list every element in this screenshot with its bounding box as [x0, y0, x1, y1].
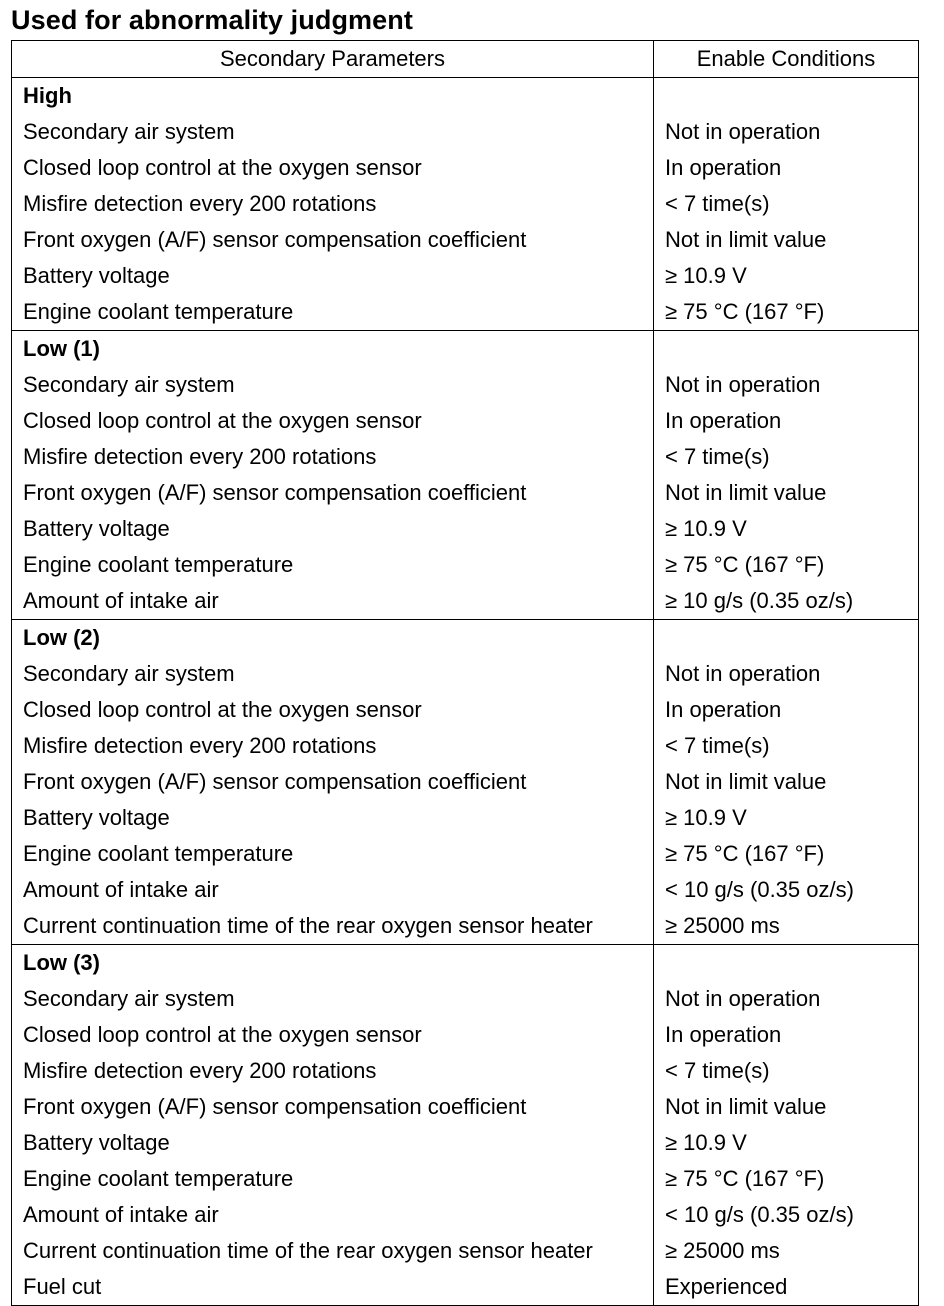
condition-cell: < 7 time(s): [654, 439, 919, 475]
condition-cell: Not in operation: [654, 367, 919, 403]
group-heading-empty-cell: [654, 945, 919, 982]
condition-cell: In operation: [654, 692, 919, 728]
table-row: [12, 1017, 919, 1053]
condition-cell: ≥ 75 °C (167 °F): [654, 294, 919, 331]
condition-cell: ≥ 10.9 V: [654, 1125, 919, 1161]
condition-cell: In operation: [654, 403, 919, 439]
table-row: [12, 222, 919, 258]
table-row: [12, 1089, 919, 1125]
condition-cell: < 10 g/s (0.35 oz/s): [654, 1197, 919, 1233]
table-row: [12, 728, 919, 764]
condition-cell: ≥ 75 °C (167 °F): [654, 1161, 919, 1197]
condition-cell: ≥ 25000 ms: [654, 908, 919, 945]
group-heading: Low (2): [12, 620, 654, 657]
parameter-cell: Front oxygen (A/F) sensor compensation coefficient: [12, 1089, 654, 1125]
parameter-cell: Secondary air system: [12, 981, 654, 1017]
table-row: [12, 403, 919, 439]
header-secondary-parameters: Secondary Parameters: [12, 41, 654, 78]
table-row: [12, 1053, 919, 1089]
parameter-cell: Misfire detection every 200 rotations: [12, 186, 654, 222]
parameter-cell: Engine coolant temperature: [12, 1161, 654, 1197]
condition-cell: ≥ 10 g/s (0.35 oz/s): [654, 583, 919, 620]
parameter-cell: Fuel cut: [12, 1269, 654, 1306]
group-heading-empty-cell: [654, 78, 919, 115]
parameter-cell: Closed loop control at the oxygen sensor: [12, 692, 654, 728]
condition-cell: ≥ 10.9 V: [654, 258, 919, 294]
parameters-table: [11, 40, 919, 1306]
condition-cell: Not in operation: [654, 656, 919, 692]
condition-cell: < 10 g/s (0.35 oz/s): [654, 872, 919, 908]
condition-cell: Not in operation: [654, 981, 919, 1017]
header-enable-conditions: Enable Conditions: [654, 41, 919, 78]
table-row: [12, 908, 919, 945]
condition-cell: In operation: [654, 1017, 919, 1053]
table-row: [12, 692, 919, 728]
table-row: [12, 258, 919, 294]
table-row: [12, 1233, 919, 1269]
parameter-cell: Misfire detection every 200 rotations: [12, 728, 654, 764]
table-row: [12, 764, 919, 800]
condition-cell: ≥ 75 °C (167 °F): [654, 836, 919, 872]
table-row: [12, 547, 919, 583]
condition-cell: Not in operation: [654, 114, 919, 150]
table-row: [12, 981, 919, 1017]
table-row: [12, 656, 919, 692]
table-row: [12, 511, 919, 547]
table-row: [12, 872, 919, 908]
table-row: [12, 114, 919, 150]
table-row: [12, 294, 919, 331]
parameter-cell: Closed loop control at the oxygen sensor: [12, 403, 654, 439]
condition-cell: Experienced: [654, 1269, 919, 1306]
table-row: [12, 1269, 919, 1306]
group-heading-row: [12, 620, 919, 657]
condition-cell: Not in limit value: [654, 475, 919, 511]
parameter-cell: Amount of intake air: [12, 872, 654, 908]
parameter-cell: Front oxygen (A/F) sensor compensation coefficient: [12, 764, 654, 800]
condition-cell: Not in limit value: [654, 222, 919, 258]
table-row: [12, 186, 919, 222]
group-heading-empty-cell: [654, 331, 919, 368]
parameter-cell: Battery voltage: [12, 258, 654, 294]
parameter-cell: Amount of intake air: [12, 1197, 654, 1233]
condition-cell: < 7 time(s): [654, 728, 919, 764]
table-row: [12, 367, 919, 403]
condition-cell: < 7 time(s): [654, 1053, 919, 1089]
group-heading-row: [12, 945, 919, 982]
parameter-cell: Engine coolant temperature: [12, 836, 654, 872]
table-row: [12, 583, 919, 620]
parameter-cell: Engine coolant temperature: [12, 294, 654, 331]
condition-cell: Not in limit value: [654, 1089, 919, 1125]
table-row: [12, 150, 919, 186]
parameter-cell: Battery voltage: [12, 511, 654, 547]
condition-cell: ≥ 10.9 V: [654, 800, 919, 836]
parameter-cell: Closed loop control at the oxygen sensor: [12, 150, 654, 186]
table-row: [12, 800, 919, 836]
table-row: [12, 1125, 919, 1161]
group-heading: Low (3): [12, 945, 654, 982]
group-heading: High: [12, 78, 654, 115]
table-row: [12, 475, 919, 511]
condition-cell: Not in limit value: [654, 764, 919, 800]
parameter-cell: Front oxygen (A/F) sensor compensation coefficient: [12, 475, 654, 511]
parameter-cell: Current continuation time of the rear oxygen sensor heater: [12, 1233, 654, 1269]
parameter-cell: Battery voltage: [12, 1125, 654, 1161]
parameter-cell: Secondary air system: [12, 656, 654, 692]
parameter-cell: Front oxygen (A/F) sensor compensation coefficient: [12, 222, 654, 258]
parameter-cell: Secondary air system: [12, 367, 654, 403]
group-heading: Low (1): [12, 331, 654, 368]
condition-cell: ≥ 75 °C (167 °F): [654, 547, 919, 583]
group-heading-row: [12, 331, 919, 368]
table-row: [12, 836, 919, 872]
parameter-cell: Engine coolant temperature: [12, 547, 654, 583]
group-heading-empty-cell: [654, 620, 919, 657]
table-row: [12, 439, 919, 475]
table-header-row: [12, 41, 919, 78]
condition-cell: ≥ 25000 ms: [654, 1233, 919, 1269]
parameter-cell: Current continuation time of the rear oxygen sensor heater: [12, 908, 654, 945]
parameter-cell: Closed loop control at the oxygen sensor: [12, 1017, 654, 1053]
condition-cell: < 7 time(s): [654, 186, 919, 222]
table-row: [12, 1197, 919, 1233]
parameter-cell: Secondary air system: [12, 114, 654, 150]
table-body: [12, 78, 919, 1306]
parameter-cell: Amount of intake air: [12, 583, 654, 620]
parameter-cell: Misfire detection every 200 rotations: [12, 439, 654, 475]
parameter-cell: Misfire detection every 200 rotations: [12, 1053, 654, 1089]
condition-cell: In operation: [654, 150, 919, 186]
page-title: Used for abnormality judgment: [11, 5, 413, 35]
table-row: [12, 1161, 919, 1197]
group-heading-row: [12, 78, 919, 115]
parameter-cell: Battery voltage: [12, 800, 654, 836]
condition-cell: ≥ 10.9 V: [654, 511, 919, 547]
